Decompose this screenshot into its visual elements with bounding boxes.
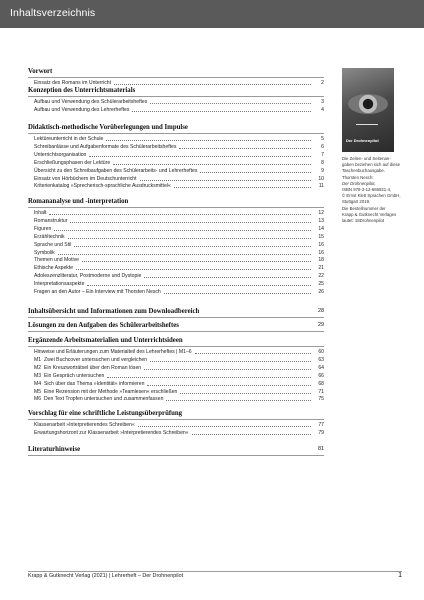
toc-entry[interactable] <box>34 151 324 159</box>
toc-entry-label: Erwartungshorizont zur Klassenarbeit »Interpretierendes Schreiben« <box>34 429 189 436</box>
toc-entry-label: Übersicht zu den Schreibaufgaben des Schülerarbeits- und Lehrerheftes <box>34 167 198 174</box>
toc-entry[interactable] <box>34 98 324 106</box>
dot-leader <box>58 254 311 255</box>
toc-page-number: 68 <box>318 380 324 387</box>
toc-entry-label: Unterrichtsorganisation <box>34 151 87 158</box>
toc-entry-label: Ein Gespräch untersuchen <box>44 372 105 379</box>
drone-graphic <box>356 124 378 130</box>
toc-entry-label: Sprache und Stil <box>34 241 72 248</box>
dot-leader <box>49 214 311 215</box>
toc-entry[interactable] <box>34 388 324 396</box>
toc-entry-label: Erzähltechnik <box>34 233 65 240</box>
section-divider <box>28 346 324 347</box>
toc-entry-label: Symbolik <box>34 249 55 256</box>
toc-section-title: Vorschlag für eine schriftliche Leistungsüberprüfung <box>28 410 183 417</box>
toc-entry[interactable] <box>34 233 324 241</box>
toc-entry[interactable] <box>34 421 324 429</box>
toc-page-number: 63 <box>318 356 324 363</box>
toc-page-number: 77 <box>318 422 324 428</box>
note-line: Taschenbuchausgabe. <box>342 168 386 174</box>
eye-graphic <box>348 94 388 114</box>
dot-leader <box>68 238 311 239</box>
toc-entry[interactable] <box>34 272 324 280</box>
section-divider <box>28 455 324 456</box>
toc-page-number: 60 <box>318 349 324 355</box>
toc-entry-label: Aufbau und Verwendung des Lehrerheftes <box>34 106 130 113</box>
toc-page-number: 2 <box>321 80 324 86</box>
toc-entry[interactable] <box>34 372 324 380</box>
footer-credit: Krapp & Gutknecht Verlag (2021) | Lehrerheft – Der Drohnenpilot <box>28 573 184 579</box>
toc-page-number: 12 <box>318 210 324 216</box>
toc-entry-label: Aufbau und Verwendung des Schülerarbeitsheftes <box>34 99 148 105</box>
toc-entry-label: Inhalt <box>34 210 47 216</box>
dot-leader <box>107 377 311 378</box>
toc-entry-label: Ethische Aspekte <box>34 265 74 272</box>
section-divider <box>28 207 324 208</box>
dot-leader <box>140 180 312 181</box>
dot-leader <box>114 84 311 85</box>
toc-entry-label: Hinweise und Erläuterungen zum Materialteil des Lehrerheftes | M1–6 <box>34 349 192 355</box>
dot-leader <box>180 393 311 394</box>
toc-page-number: 9 <box>321 167 324 174</box>
toc-entry-label: Fragen an den Autor – Ein Interview mit Thorsten Nesch <box>34 289 161 295</box>
toc-entry[interactable] <box>34 288 324 296</box>
toc-page-number: 28 <box>318 308 324 314</box>
toc-page-number: 5 <box>321 136 324 142</box>
toc-entry[interactable] <box>34 395 324 403</box>
toc-page-number: 15 <box>318 233 324 240</box>
note-line: Stuttgart 2019. <box>342 199 371 205</box>
dot-leader <box>89 156 311 157</box>
toc-entry-label: Klassenarbeit »Interpretierendes Schreiben« <box>34 422 135 428</box>
dot-leader <box>150 103 311 104</box>
note-line: ISBN 978-3-12-666921-4, <box>342 187 392 193</box>
header-bar <box>0 0 424 28</box>
dot-leader <box>147 385 311 386</box>
toc-entry[interactable] <box>34 143 324 151</box>
toc-entry-label: Schreibanlässe und Aufgabenformate des Schülerarbeitsheftes <box>34 143 177 150</box>
toc-page-number: 7 <box>321 151 324 158</box>
dot-leader <box>70 222 311 223</box>
footer-divider <box>28 571 402 572</box>
toc-entry[interactable] <box>34 241 324 249</box>
dot-leader <box>195 353 311 354</box>
note-line: lautet: 18Drohnenpilot <box>342 218 385 224</box>
toc-entry-label: Romanstruktur <box>34 217 68 224</box>
dot-leader <box>192 434 311 435</box>
dot-leader <box>82 261 311 262</box>
toc-page-number: 6 <box>321 143 324 150</box>
toc-entry[interactable] <box>34 209 324 217</box>
toc-page-number: 18 <box>318 257 324 264</box>
toc-page-number: 26 <box>318 289 324 295</box>
toc-section-title: Didaktisch-methodische Vorüberlegungen und Impulse <box>28 124 188 131</box>
note-line: Thorsten Nesch: <box>342 174 374 180</box>
section-divider <box>28 77 324 78</box>
toc-page-number: 16 <box>318 249 324 256</box>
note-line: © Ernst Klett Sprachen GmbH, <box>342 193 401 199</box>
section-divider <box>28 419 324 420</box>
material-number: M5 <box>34 388 42 395</box>
toc-section-title: Romananalyse und -interpretation <box>28 198 129 205</box>
page-title: Inhaltsverzeichnis <box>10 7 96 19</box>
toc-entry[interactable] <box>34 356 324 364</box>
toc-entry[interactable] <box>34 380 324 388</box>
dot-leader <box>132 111 311 112</box>
toc-page-number: 29 <box>318 322 324 328</box>
edition-note <box>342 156 418 224</box>
toc-page-number: 10 <box>318 175 324 182</box>
dot-leader <box>74 246 311 247</box>
toc-entry[interactable] <box>34 106 324 114</box>
toc-section-label: Lösungen zu den Aufgaben des Schülerarbeitsheftes <box>28 322 179 329</box>
dot-leader <box>200 172 311 173</box>
toc-entry-label: Zwei Buchcover untersuchen und vergleichen <box>44 356 148 363</box>
toc-entry[interactable] <box>34 280 324 288</box>
toc-entry[interactable] <box>34 167 324 175</box>
toc-entry-label: Adoleszenzliteratur, Postmoderne und Dystopie <box>34 273 142 280</box>
toc-entry[interactable] <box>34 256 324 264</box>
toc-page-number: 16 <box>318 241 324 248</box>
toc-entry[interactable] <box>34 264 324 272</box>
toc-section-title <box>28 446 324 453</box>
toc-entry-label: Erschließungsphasen der Lektüre <box>34 159 111 166</box>
toc-section-label: Inhaltsübersicht und Informationen zum Downloadbereich <box>28 308 200 315</box>
material-number: M3 <box>34 372 42 379</box>
toc-page-number: 81 <box>318 446 324 452</box>
toc-page-number: 8 <box>321 159 324 166</box>
toc-entry-label: Ein Kreuzworträtsel über den Roman lösen <box>44 364 142 371</box>
note-line: Die Bestellnummer der <box>342 205 386 211</box>
book-cover-image <box>342 68 394 152</box>
dot-leader <box>113 164 311 165</box>
dot-leader <box>174 187 311 188</box>
toc-entry-label: Eine Rezension mit der Methode »Teamlesen« erschließen <box>44 388 178 395</box>
toc-entry-label: Einsatz des Romans im Unterricht <box>34 80 111 86</box>
dot-leader <box>106 140 311 141</box>
material-number: M4 <box>34 380 42 387</box>
section-divider <box>28 96 324 97</box>
toc-entry-label: Lektüreunterricht in der Schule <box>34 136 104 142</box>
section-divider <box>28 317 324 318</box>
toc-section-title <box>28 322 324 329</box>
toc-entry[interactable] <box>34 159 324 167</box>
toc-entry-label: Interpretationsaspekte <box>34 281 85 288</box>
dot-leader <box>76 269 311 270</box>
dot-leader <box>164 293 311 294</box>
toc-page-number: 22 <box>318 273 324 280</box>
toc-entry[interactable] <box>34 79 324 87</box>
toc-section-title <box>28 308 324 315</box>
section-divider <box>28 331 324 332</box>
note-line: gaben beziehen sich auf diese <box>342 162 401 168</box>
toc-page-number: 3 <box>321 99 324 105</box>
dot-leader <box>87 285 311 286</box>
toc-section-title: Ergänzende Arbeitsmaterialien und Unterrichtsideen <box>28 337 183 344</box>
dot-leader <box>54 230 311 231</box>
toc-entry-label: Themen und Motive <box>34 257 80 264</box>
note-line: Die Zeilen- und Seitenan- <box>342 156 391 161</box>
toc-entry[interactable] <box>34 182 324 190</box>
dot-leader <box>179 148 311 149</box>
toc-page-number: 11 <box>318 183 324 190</box>
section-divider <box>28 133 324 134</box>
note-line: Der Drohnenpilot, <box>342 180 376 186</box>
material-number: M6 <box>34 396 42 403</box>
material-number: M1 <box>34 356 42 363</box>
toc-entry[interactable] <box>34 348 324 356</box>
toc-page-number: 4 <box>321 106 324 113</box>
toc-page-number: 64 <box>318 364 324 371</box>
toc-entry[interactable] <box>34 249 324 257</box>
toc-entry[interactable] <box>34 225 324 233</box>
toc-page-number: 79 <box>318 429 324 436</box>
toc-page-number: 13 <box>318 217 324 224</box>
toc-section-label: Literaturhinweise <box>28 446 81 453</box>
dot-leader <box>144 369 311 370</box>
toc-entry[interactable] <box>34 135 324 143</box>
toc-section-title: Konzeption des Unterrichtsmaterials <box>28 87 136 94</box>
dot-leader <box>150 361 311 362</box>
toc-entry[interactable] <box>34 364 324 372</box>
toc-entry[interactable] <box>34 175 324 183</box>
toc-entry-label: Sich über das Thema »Identität« informieren <box>44 380 145 387</box>
note-line: Krapp & Gutknecht Verlages <box>342 211 397 217</box>
toc-section-title: Vorwort <box>28 68 53 75</box>
dot-leader <box>144 277 311 278</box>
toc-entry[interactable] <box>34 429 324 437</box>
cover-title: Der Drohnenpilot <box>346 138 379 143</box>
toc-page-number: 25 <box>318 281 324 288</box>
page-number: 1 <box>398 572 402 579</box>
toc-page-number: 71 <box>318 388 324 395</box>
dot-leader <box>138 426 311 427</box>
toc-entry[interactable] <box>34 217 324 225</box>
toc-entry-label: Figuren <box>34 225 52 232</box>
toc-page-number: 21 <box>318 265 324 272</box>
toc-entry-label: Den Text Tropfen untersuchen und zusammenfassen <box>44 396 164 403</box>
material-number: M2 <box>34 364 42 371</box>
toc-entry-label: Einsatz von Hörbüchern im Deutschunterricht <box>34 175 137 182</box>
toc-entry-label: Kriterienkatalog »Sprecherisch-sprachliche Ausdrucksmittel« <box>34 183 171 190</box>
toc-page-number: 66 <box>318 372 324 379</box>
toc-page-number: 75 <box>318 396 324 403</box>
toc-page-number: 14 <box>318 225 324 232</box>
dot-leader <box>166 400 311 401</box>
